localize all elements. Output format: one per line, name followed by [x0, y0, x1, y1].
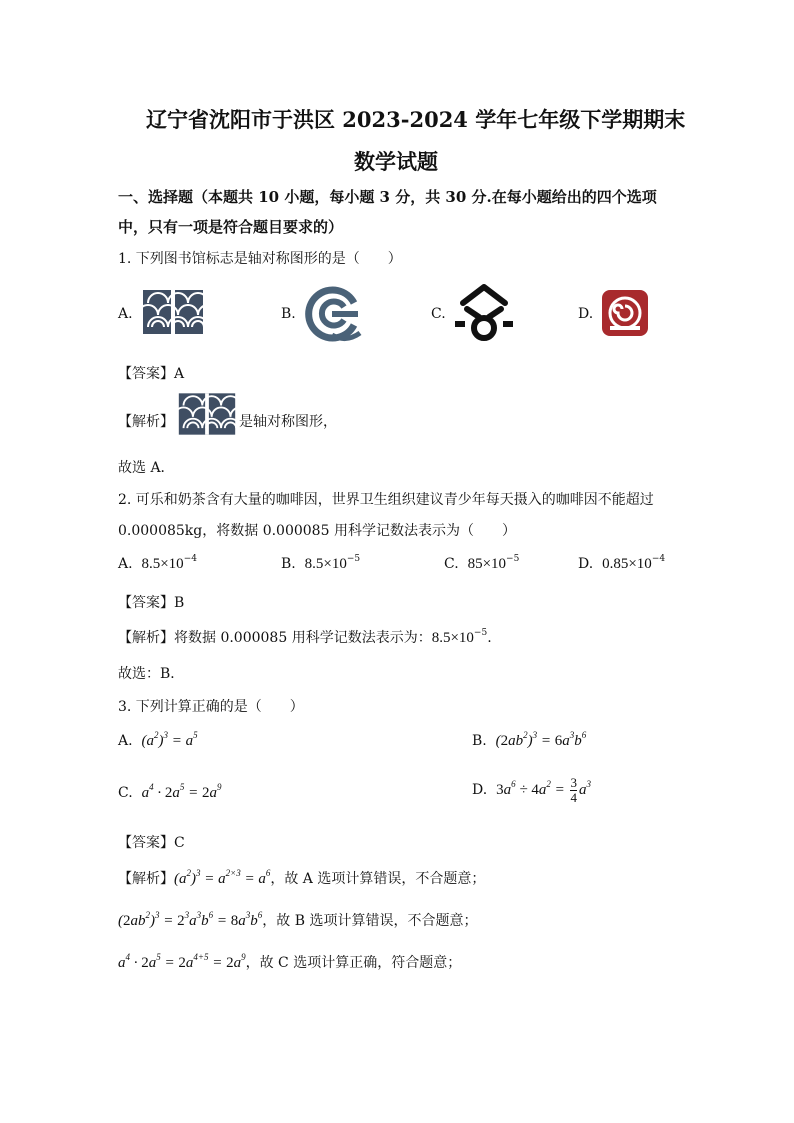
- q2-option-c: C. $85\times 10^{-5}$: [444, 554, 520, 572]
- library-logo-d-seal-icon: [600, 288, 650, 338]
- library-logo-c-glyph-icon: [455, 283, 513, 345]
- q3-answer: 【答案】C: [118, 835, 185, 851]
- q3-option-b: B. $(2ab^2)^3 = 6a^3b^6$: [472, 730, 587, 749]
- q2-analysis: 【解析】将数据 0.000085 用科学记数法表示为：$8.5\times 10^{-5}$.: [118, 628, 492, 646]
- q2-option-b: B. $8.5\times 10^{-5}$: [281, 554, 361, 572]
- q1-option-c-label: C.: [431, 306, 446, 322]
- q3-analysis-line3: $a^4 \cdot 2a^5 = 2a^{4+5} = 2a^9$，故 C 选项计算正确，符合题意；: [118, 952, 462, 971]
- q2-answer: 【答案】B: [118, 595, 185, 611]
- page-title: 辽宁省沈阳市于洪区 2023-2024 学年七年级下学期期末: [146, 107, 686, 132]
- q3-option-d: D. $3a^6 \div 4a^2$ = $\frac{3}{4}$ $a^3$: [472, 775, 591, 805]
- q2-stem-line2: 0.000085kg，将数据 0.000085 用科学记数法表示为（ ）: [118, 523, 516, 539]
- page-subtitle: 数学试题: [354, 149, 438, 174]
- q3-analysis-line2: $(2ab^2)^3 = 2^3a^3b^6 = 8a^3b^6$，故 B 选项计算错误，不合题意；: [118, 910, 478, 929]
- q1-analysis-suffix: 是轴对称图形，: [239, 414, 337, 430]
- q2-option-a: A. $8.5\times 10^{-4}$: [118, 554, 197, 572]
- q1-analysis-prefix: 【解析】: [118, 414, 174, 430]
- q1-option-b-label: B.: [281, 306, 296, 322]
- q1-stem: 1. 下列图书馆标志是轴对称图形的是（ ）: [118, 251, 402, 267]
- q2-conclusion: 故选：B．: [118, 666, 185, 682]
- q1-option-a-label: A.: [118, 306, 133, 322]
- q1-conclusion: 故选 A．: [118, 460, 175, 476]
- q3-option-c: C. $a^4 \cdot 2a^5 = 2a^9$: [118, 782, 222, 801]
- q2-stem-line1: 2. 可乐和奶茶含有大量的咖啡因，世界卫生组织建议青少年每天摄入的咖啡因不能超过: [118, 492, 654, 508]
- q3-analysis-line1: 【解析】$(a^2)^3 = a^{2\times 3} = a^6$，故 A 选项计算错误，不合题意；: [118, 868, 486, 887]
- q2-option-d: D. $0.85\times 10^{-4}$: [578, 554, 666, 572]
- library-logo-b-swirl-icon: [302, 285, 362, 343]
- library-logo-a-small-icon: [176, 390, 238, 438]
- section-heading-line1: 一、选择题（本题共 10 小题，每小题 3 分，共 30 分.在每小题给出的四个选项: [118, 188, 657, 206]
- q3-option-a: A. $(a^2)^3 = a^5$: [118, 730, 198, 749]
- section-heading-line2: 中，只有一项是符合题目要求的）: [118, 218, 344, 236]
- library-logo-a-book-waves-icon: [140, 287, 206, 337]
- q3-stem: 3. 下列计算正确的是（ ）: [118, 699, 304, 715]
- q1-option-d-label: D.: [578, 306, 594, 322]
- q1-answer: 【答案】A: [118, 366, 185, 382]
